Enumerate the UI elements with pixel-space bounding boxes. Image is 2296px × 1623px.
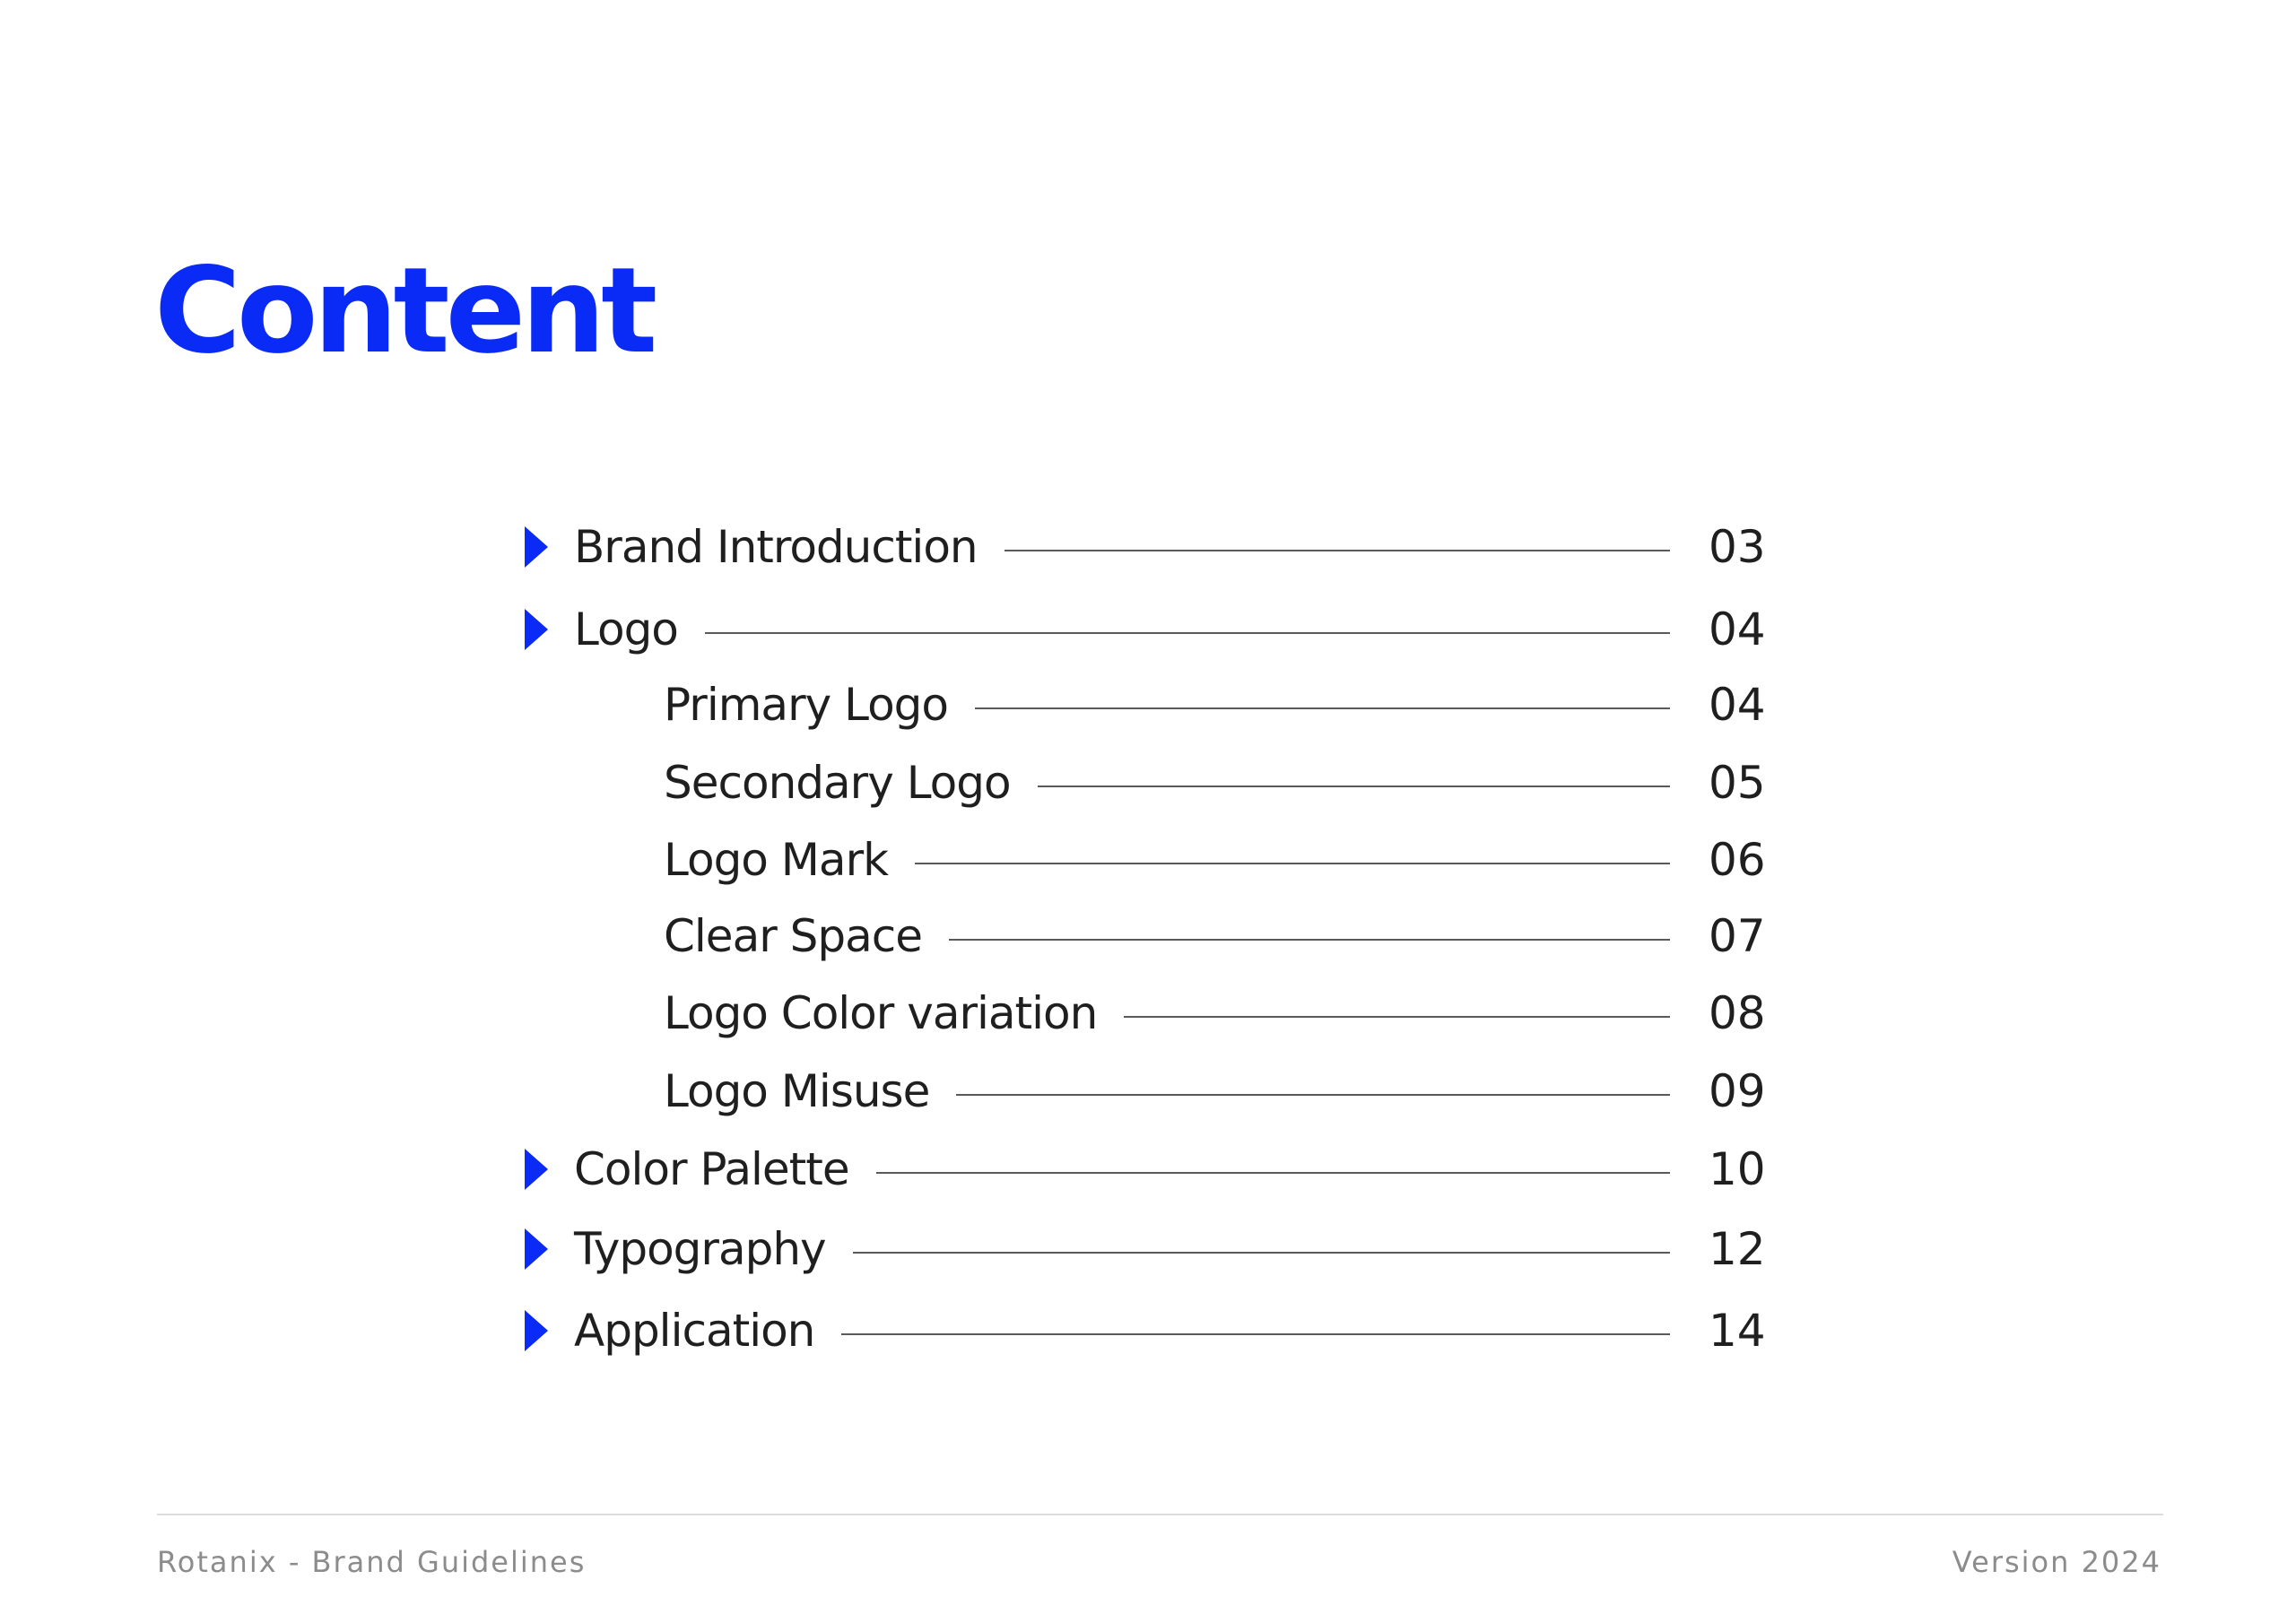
- leader-line: [949, 939, 1670, 941]
- toc-page-number: 04: [1709, 679, 1766, 731]
- toc-entry-application[interactable]: [525, 1295, 1798, 1367]
- toc-entry-primary-logo[interactable]: [525, 669, 1798, 741]
- toc-entry-typography[interactable]: [525, 1213, 1798, 1285]
- leader-line: [841, 1333, 1670, 1335]
- toc-entry-clear-space[interactable]: [525, 900, 1798, 972]
- leader-line: [1004, 550, 1670, 551]
- toc-entry-label: Logo Misuse: [664, 1065, 930, 1117]
- footer-version: Version 2024: [1952, 1545, 2161, 1579]
- toc-entry-label: Color Palette: [574, 1143, 849, 1195]
- toc-entry-label: Primary Logo: [664, 679, 949, 731]
- caret-right-icon: [525, 1228, 550, 1270]
- toc-entry-label: Application: [574, 1305, 815, 1357]
- leader-line: [876, 1172, 1670, 1174]
- caret-right-icon: [525, 1310, 550, 1351]
- toc-page-number: 09: [1709, 1065, 1766, 1117]
- toc-entry-secondary-logo[interactable]: [525, 747, 1798, 819]
- toc-entry-brand-introduction[interactable]: [525, 511, 1798, 583]
- toc-page-number: 07: [1709, 910, 1766, 962]
- toc-entry-label: Secondary Logo: [664, 757, 1011, 809]
- toc-entry-logo-color-variation[interactable]: [525, 977, 1798, 1049]
- leader-line: [1124, 1016, 1670, 1018]
- table-of-contents: [525, 0, 1798, 1435]
- toc-entry-logo-misuse[interactable]: [525, 1055, 1798, 1127]
- leader-line: [705, 632, 1670, 634]
- footer-document-title: Rotanix - Brand Guidelines: [157, 1545, 587, 1579]
- toc-entry-label: Logo Color variation: [664, 987, 1098, 1039]
- toc-page-number: 12: [1709, 1223, 1766, 1275]
- toc-page-number: 05: [1709, 757, 1766, 809]
- footer-divider: [157, 1514, 2163, 1515]
- page-title: Content: [154, 242, 654, 380]
- toc-page-number: 03: [1709, 521, 1766, 573]
- caret-right-icon: [525, 609, 550, 650]
- toc-entry-label: Logo Mark: [664, 834, 889, 886]
- toc-entry-label: Logo: [574, 603, 678, 655]
- leader-line: [1038, 785, 1670, 787]
- leader-line: [975, 707, 1670, 709]
- leader-line: [915, 863, 1670, 864]
- toc-page-number: 04: [1709, 603, 1766, 655]
- toc-page-number: 08: [1709, 987, 1766, 1039]
- leader-line: [853, 1252, 1670, 1254]
- toc-entry-logo[interactable]: [525, 594, 1798, 665]
- toc-page-number: 14: [1709, 1305, 1766, 1357]
- toc-entry-logo-mark[interactable]: [525, 824, 1798, 896]
- caret-right-icon: [525, 1149, 550, 1190]
- caret-right-icon: [525, 526, 550, 568]
- toc-entry-color-palette[interactable]: [525, 1133, 1798, 1205]
- toc-entry-label: Clear Space: [664, 910, 923, 962]
- toc-entry-label: Typography: [574, 1223, 826, 1275]
- toc-entry-label: Brand Introduction: [574, 521, 978, 573]
- toc-page-number: 06: [1709, 834, 1766, 886]
- toc-page-number: 10: [1709, 1143, 1766, 1195]
- leader-line: [956, 1094, 1670, 1096]
